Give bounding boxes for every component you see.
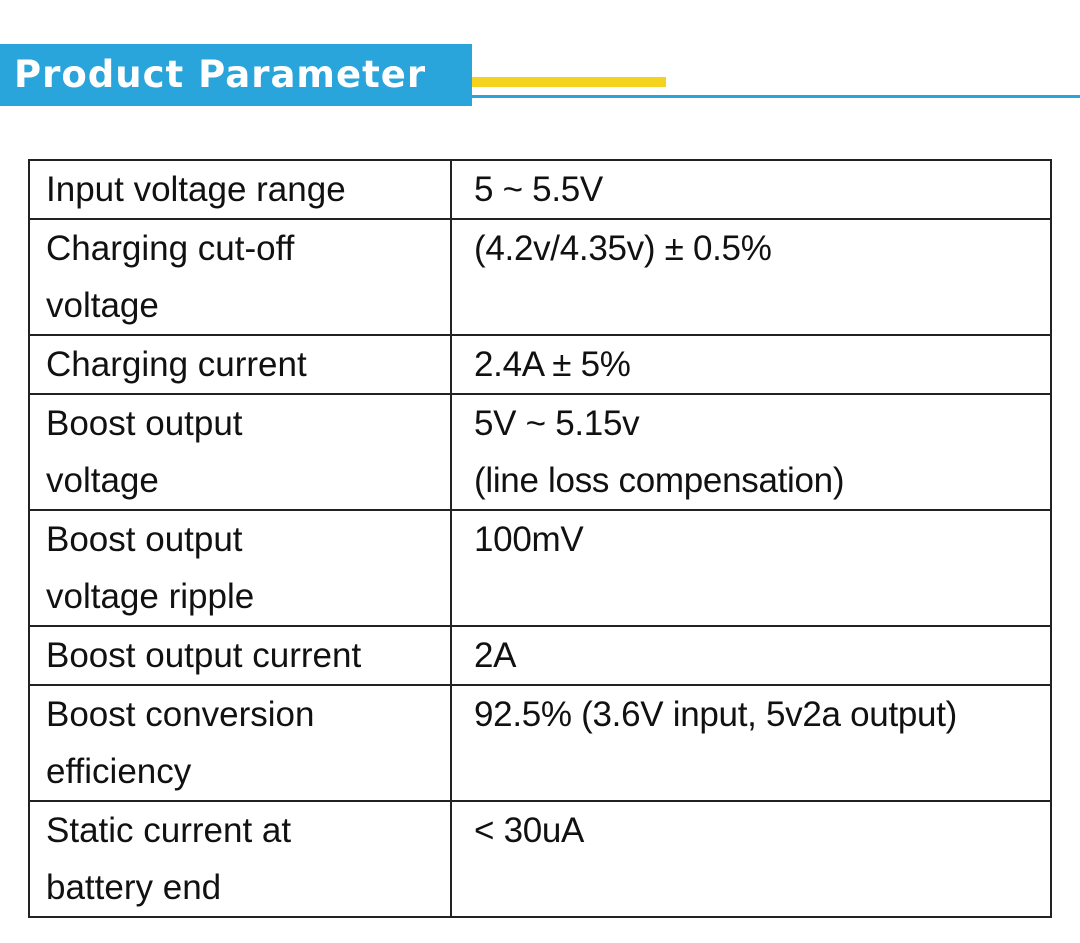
table-row xyxy=(29,510,1051,626)
table-row xyxy=(29,685,1051,801)
parameter-table xyxy=(28,159,1052,918)
parameter-name: Boost output current xyxy=(29,626,451,685)
parameter-value: < 30uA xyxy=(451,801,1051,917)
section-header xyxy=(0,44,472,106)
table-row xyxy=(29,626,1051,685)
table-row xyxy=(29,801,1051,917)
parameter-name: Charging cut-off voltage xyxy=(29,219,451,335)
section-title: Product Parameter xyxy=(14,53,427,96)
parameter-name: Input voltage range xyxy=(29,160,451,219)
parameter-value: 2.4A ± 5% xyxy=(451,335,1051,394)
parameter-value: 100mV xyxy=(451,510,1051,626)
header-rule xyxy=(472,95,1080,98)
parameter-name: Static current at battery end xyxy=(29,801,451,917)
table-row xyxy=(29,219,1051,335)
header-accent-stripe xyxy=(472,77,666,87)
table-row xyxy=(29,335,1051,394)
parameter-name: Boost conversion efficiency xyxy=(29,685,451,801)
parameter-name: Charging current xyxy=(29,335,451,394)
parameter-name: Boost output voltage xyxy=(29,394,451,510)
parameter-value: 5 ~ 5.5V xyxy=(451,160,1051,219)
table-row xyxy=(29,160,1051,219)
table-row xyxy=(29,394,1051,510)
parameter-name: Boost output voltage ripple xyxy=(29,510,451,626)
parameter-value: 2A xyxy=(451,626,1051,685)
parameter-value: 5V ~ 5.15v (line loss compensation) xyxy=(451,394,1051,510)
parameter-value: (4.2v/4.35v) ± 0.5% xyxy=(451,219,1051,335)
parameter-value: 92.5% (3.6V input, 5v2a output) xyxy=(451,685,1051,801)
